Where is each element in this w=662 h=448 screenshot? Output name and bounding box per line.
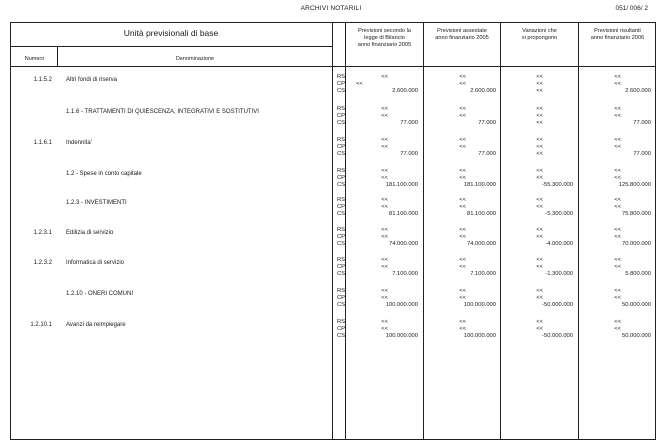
row-codes: RS CP CS xyxy=(337,137,346,158)
row-denominazione: Avanzi da reimpiegare xyxy=(66,322,126,328)
row-variazioni: << << -4.000.000 xyxy=(536,227,573,248)
document-title: ARCHIVI NOTARILI xyxy=(300,5,362,12)
row-codes: RS CP CS xyxy=(337,168,346,189)
row-numero: 1.1.5.2 xyxy=(33,77,52,83)
row-prev-risultanti: << << 2.600.000 xyxy=(614,74,651,95)
row-prev-assestate: << << 2.600.000 xyxy=(459,74,496,95)
row-prev-risultanti: << << 5.800.000 xyxy=(614,257,651,278)
row-codes: RS CP CS xyxy=(337,257,346,278)
row-variazioni: << << -50.000.000 xyxy=(536,319,573,340)
row-denominazione: 1.1.6 - TRATTAMENTI DI QUIESCENZA, INTEGRATIVI E SOSTITUTIVI xyxy=(66,109,259,115)
row-prev-bilancio: << << 81.100.000 xyxy=(381,197,418,218)
row-prev-assestate: << << 74.000.000 xyxy=(459,227,496,248)
row-prev-risultanti: << << 50.000.000 xyxy=(614,319,651,340)
row-numero: 1.2.3.2 xyxy=(33,260,52,266)
row-prev-assestate: << << 81.100.000 xyxy=(459,197,496,218)
row-codes: RS CP CS xyxy=(337,106,346,127)
row-variazioni: << << << xyxy=(536,106,543,127)
row-codes: RS CP CS xyxy=(337,319,346,340)
row-codes: RS CP CS xyxy=(337,288,346,309)
row-numero: 1.2.3.1 xyxy=(33,230,52,236)
header-variazioni: Variazioni che si propongono xyxy=(521,28,558,41)
row-prev-assestate: << << 7.100.000 xyxy=(459,257,496,278)
row-prev-bilancio: << << 77.000 xyxy=(381,137,418,158)
row-prev-risultanti: << << 77.000 xyxy=(614,137,651,158)
row-prev-bilancio: << << 2.600.000 xyxy=(356,74,418,95)
row-prev-risultanti: << << 77.000 xyxy=(614,106,651,127)
header-prev-bilancio: Previsioni secondo la legge di Bilancio anno finanziario 2005 xyxy=(357,28,412,48)
row-denominazione: 1.2.10 - ONERI COMUNI xyxy=(66,291,134,297)
row-prev-bilancio: << << 7.100.000 xyxy=(381,257,418,278)
row-denominazione: Indennita' xyxy=(66,140,92,146)
row-prev-risultanti: << << 50.000.000 xyxy=(614,288,651,309)
row-variazioni: << << << xyxy=(536,137,543,158)
row-variazioni: << << -1.300.000 xyxy=(536,257,573,278)
header-denominazione: Denominazione xyxy=(175,56,215,62)
row-denominazione: Edilizia di servizio xyxy=(66,230,114,236)
row-prev-assestate: << << 77.000 xyxy=(459,106,496,127)
row-prev-assestate: << << 100.000.000 xyxy=(459,288,496,309)
row-numero: 1.1.6.1 xyxy=(33,140,52,146)
divider-description xyxy=(332,22,333,440)
row-denominazione: 1.2.3 - INVESTIMENTI xyxy=(66,200,127,206)
header-numero: Numero xyxy=(24,56,45,62)
row-variazioni: << << -50.000.000 xyxy=(536,288,573,309)
row-prev-bilancio: << << 77.000 xyxy=(381,106,418,127)
row-denominazione: Altri fondi di riserva xyxy=(66,77,118,83)
row-prev-assestate: << << 77.000 xyxy=(459,137,496,158)
row-prev-assestate: << << 100.000.000 xyxy=(459,319,496,340)
row-variazioni: << << -5.300.000 xyxy=(536,197,573,218)
row-variazioni: << << -55.300.000 xyxy=(536,168,573,189)
row-codes: RS CP CS xyxy=(337,74,346,95)
row-prev-bilancio: << << 181.100.000 xyxy=(381,168,418,189)
row-prev-bilancio: << << 100.000.000 xyxy=(381,288,418,309)
row-prev-bilancio: << << 74.000.000 xyxy=(381,227,418,248)
divider-header-left xyxy=(10,46,332,47)
row-prev-assestate: << << 181.100.000 xyxy=(459,168,496,189)
divider-header-bottom xyxy=(10,66,656,67)
row-prev-bilancio: << << 100.000.000 xyxy=(381,319,418,340)
row-denominazione: Informatica di servizio xyxy=(66,260,125,266)
row-codes: RS CP CS xyxy=(337,227,346,248)
row-numero: 1.2.10.1 xyxy=(30,322,52,328)
page-code: 051/ 006/ 2 xyxy=(615,5,648,12)
row-prev-risultanti: << << 75.800.000 xyxy=(614,197,651,218)
row-variazioni: << << << xyxy=(536,74,543,95)
row-denominazione: 1.2 - Spese in conto capitale xyxy=(66,171,142,177)
row-prev-risultanti: << << 125.800.000 xyxy=(614,168,651,189)
header-prev-risultanti: Previsioni risultanti anno finanziario 2006 xyxy=(590,28,645,41)
row-prev-risultanti: << << 70.000.000 xyxy=(614,227,651,248)
row-codes: RS CP CS xyxy=(337,197,346,218)
header-prev-assestate: Previsioni assestate anno finanziario 2005 xyxy=(435,28,489,41)
header-unita: Unità previsionali di base xyxy=(123,28,219,38)
